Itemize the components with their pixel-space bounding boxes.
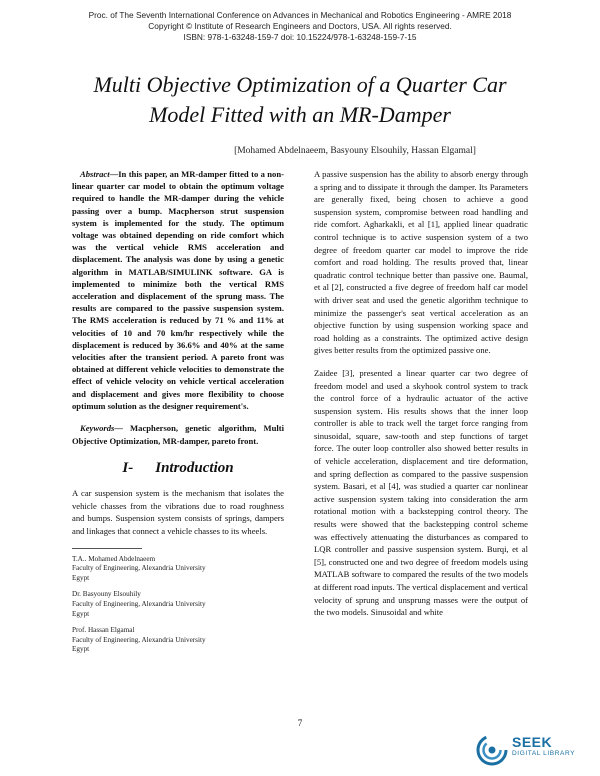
logo-main-text: SEEK	[512, 734, 553, 750]
affiliation-name: Prof. Hassan Elgamal	[72, 626, 135, 635]
affiliation-name: Dr. Basyouny Elsouhily	[72, 590, 141, 599]
abstract	[72, 168, 284, 412]
right-column	[314, 168, 528, 629]
paper-title	[40, 70, 560, 130]
logo-sub-text: DIGITAL LIBRARY	[512, 750, 576, 757]
header-line-2: Copyright © Institute of Research Engineers and Doctors, USA. All rights reserved.	[148, 21, 452, 31]
logo-text	[512, 734, 575, 758]
header-line-3: ISBN: 978-1-63248-159-7 doi: 10.15224/978-1-63248-159-7-15	[183, 32, 417, 42]
section-number: I-	[122, 460, 134, 477]
right-paragraph-1: A passive suspension has the ability to absorb energy through a spring and to dissipate it through the damper. Its Parameters are generally fixed, being chosen to achieve a good suspension system, compromise between road handling and ride comfort. Agharkakli, et al [1], applied linear quadratic control technique is to active suspension system of a two degree of freedom quarter car model to improve the ride comfort and road holding. The results proved that, linear quadratic control technique better than passive one. Baumal, et al [2], constructed a five degree of freedom half car model with driver seat and used the genetic algorithm technique to minimize the passenger's seat vertical acceleration as an objective function by using suspension working space and road holding as a constraints. The optimized active design gives better results from the optimized passive one.	[314, 169, 528, 356]
affiliation-2	[72, 590, 284, 619]
left-column	[72, 168, 284, 662]
affiliation-name: T.A.. Mohamed Abdelnaeem	[72, 554, 156, 563]
affiliation-dept: Faculty of Engineering, Alexandria University	[72, 564, 206, 573]
affiliation-dept: Faculty of Engineering, Alexandria University	[72, 600, 206, 608]
right-paragraph-2: Zaidee [3], presented a linear quarter car two degree of freedom model and used a skyhook control system to track the control force of a hydraulic actuator of the active suspension system. His results shows that the inner loop controller is able to track well the target force ranging from sinusoidal, square, saw-tooth and step functions of target force. The outer loop controller also showed better results in of vehicle acceleration, displacement and tire deformation, and spring deflection as compared to the passive suspension system. Basari, et al [4], was studied a quarter car nonlinear active suspension system taking into consideration the arm rotational motion with a backstepping control theory. The results were showed that the backstepping control scheme was effectively attenuating the disturbances as compared to LQR controller and passive suspension system. Burqi, et al [5], constructed one and two degree of freedom models using MATLAB software to compared the results of the two models at different road inputs. The vertical displacement and vertical velocity of sprung and unsprung masses were the output of the two models. Sinusoidal and white	[314, 367, 528, 618]
affiliation-dept: Faculty of Engineering, Alexandria University	[72, 635, 206, 644]
keywords-label: Keywords—	[80, 423, 123, 434]
abstract-label: Abstract	[80, 169, 110, 179]
keywords	[72, 422, 284, 447]
keywords-text: Macpherson, genetic algorithm, Multi Objective Optimization, MR-damper, pareto front.	[72, 423, 284, 446]
seek-digital-library-logo	[476, 732, 586, 770]
abstract-text: —In this paper, an MR-damper fitted to a non-linear quarter car model to obtain the optimum voltage required to handle the MR-damper during the vehicle passing over a bump. Macpherson strut suspension system is implemented for the study. The optimum voltage was obtained depending on ride comfort which was the vertical vehicle RMS acceleration and displacement. The analysis was done by using a genetic algorithm in MATLAB/SIMULINK software. GA is implemented to minimize both the vertical RMS acceleration and displacement of the sprung mass. The results are compared to the passive suspension system. The RMS acceleration is reduced by 71 % and 11% at velocities of 10 and 70 km/hr respectively while the displacement is reduced by 36.6% and 40% at the same velocities after the transient period. A pareto front was obtained at different vehicle velocities to demonstrate the effect of vehicle velocity on vehicle vertical acceleration and displacement and gives more flexibility to choose optimum solution as the designer requirement's.	[72, 169, 284, 411]
page-number: 7	[297, 718, 303, 728]
affiliation-country: Egypt	[72, 573, 90, 582]
affiliation-1	[72, 555, 284, 584]
affiliation-3	[72, 626, 284, 655]
header-line-1: Proc. of The Seventh International Conference on Advances in Mechanical and Robotics Engineering - AMRE 2018	[88, 10, 512, 20]
title-line-1: Multi Objective Optimization of a Quarter Car	[93, 72, 507, 97]
affiliation-country: Egypt	[72, 645, 90, 654]
conference-header	[60, 10, 540, 43]
affiliation-country: Egypt	[72, 609, 90, 618]
footnote-divider	[72, 548, 142, 549]
section-title: Introduction	[155, 460, 234, 477]
intro-paragraph: A car suspension system is the mechanism that isolates the vehicle chasses from the vibrations due to road roughness and bumps. Suspension system consists of springs, dampers and linkages that connect a vehicle chasses to its wheels.	[72, 488, 284, 537]
title-line-2: Model Fitted with an MR-Damper	[149, 102, 451, 127]
seek-logo-icon	[476, 734, 508, 766]
author-list: [Mohamed Abdelnaeem, Basyouny Elsouhily, Hassan Elgamal]	[234, 146, 476, 156]
section-heading-introduction	[72, 459, 284, 477]
